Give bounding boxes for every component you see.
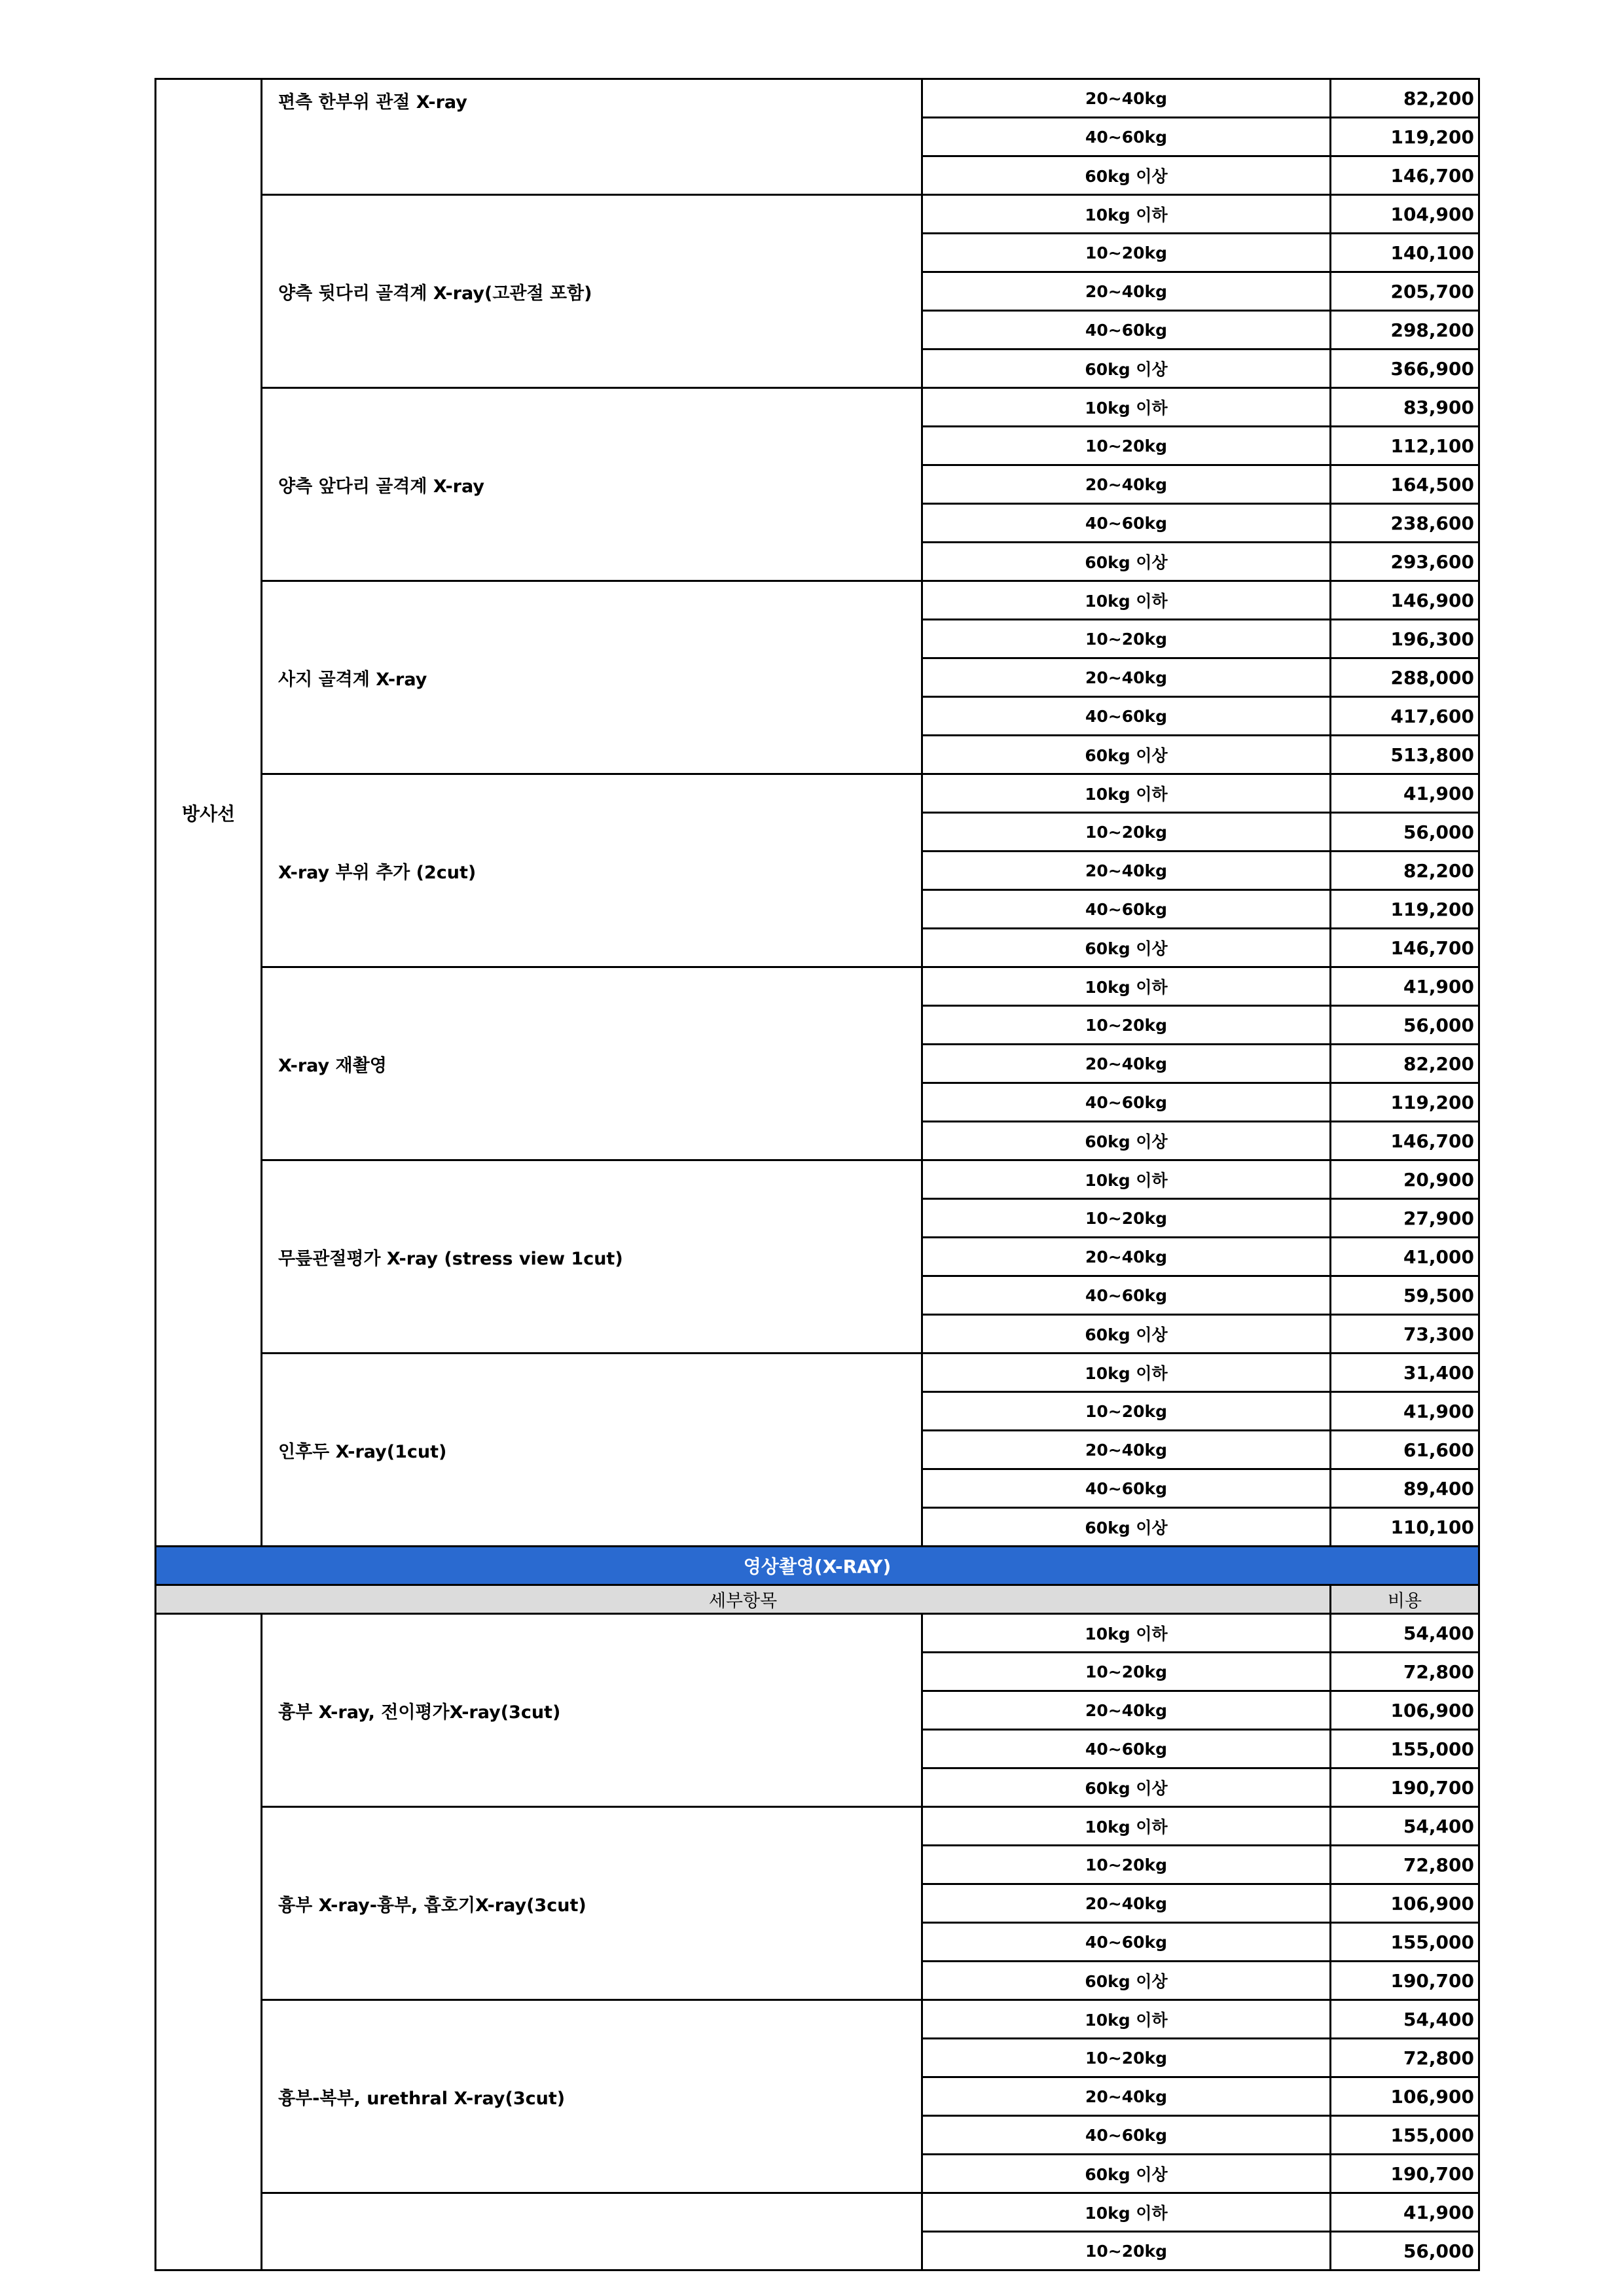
price-value: 190,700 — [1331, 1962, 1479, 2000]
section-title: 영상촬영(X-RAY) — [156, 1547, 1479, 1585]
item-name: 양측 앞다리 골격계 X-ray — [262, 388, 922, 581]
price-value: 110,100 — [1331, 1508, 1479, 1547]
price-value: 41,900 — [1331, 774, 1479, 813]
price-value: 56,000 — [1331, 2232, 1479, 2270]
price-value: 59,500 — [1331, 1276, 1479, 1315]
column-header-item: 세부항목 — [156, 1585, 1331, 1614]
price-sheet — [154, 78, 1478, 2271]
price-value: 20,900 — [1331, 1160, 1479, 1199]
price-table — [154, 78, 1480, 2271]
price-value: 41,900 — [1331, 1392, 1479, 1431]
price-value: 54,400 — [1331, 2000, 1479, 2039]
weight-range: 20~40kg — [922, 465, 1331, 504]
table-row — [156, 1354, 1479, 1392]
price-value: 104,900 — [1331, 195, 1479, 234]
price-value: 155,000 — [1331, 1923, 1479, 1962]
weight-range: 10kg 이하 — [922, 1354, 1331, 1392]
weight-range: 60kg 이상 — [922, 1122, 1331, 1160]
table-row — [156, 388, 1479, 427]
weight-range: 10kg 이하 — [922, 388, 1331, 427]
weight-range: 10kg 이하 — [922, 581, 1331, 620]
table-row — [156, 967, 1479, 1006]
price-value: 72,800 — [1331, 1846, 1479, 1884]
weight-range: 10~20kg — [922, 1846, 1331, 1884]
price-value: 72,800 — [1331, 2039, 1479, 2077]
weight-range: 10~20kg — [922, 1653, 1331, 1691]
weight-range: 40~60kg — [922, 890, 1331, 929]
weight-range: 10kg 이하 — [922, 774, 1331, 813]
price-value: 83,900 — [1331, 388, 1479, 427]
price-value: 82,200 — [1331, 79, 1479, 118]
weight-range: 10~20kg — [922, 2039, 1331, 2077]
weight-range: 10kg 이하 — [922, 195, 1331, 234]
price-value: 417,600 — [1331, 697, 1479, 736]
weight-range: 20~40kg — [922, 1691, 1331, 1730]
item-name: 무릎관절평가 X-ray (stress view 1cut) — [262, 1160, 922, 1354]
price-value: 190,700 — [1331, 1768, 1479, 1807]
price-value: 106,900 — [1331, 1691, 1479, 1730]
price-value: 106,900 — [1331, 1884, 1479, 1923]
weight-range: 10kg 이하 — [922, 2193, 1331, 2232]
price-value: 155,000 — [1331, 1730, 1479, 1768]
weight-range: 20~40kg — [922, 1045, 1331, 1083]
weight-range: 40~60kg — [922, 1730, 1331, 1768]
price-value: 112,100 — [1331, 427, 1479, 465]
item-name: X-ray 재촬영 — [262, 967, 922, 1160]
weight-range: 40~60kg — [922, 311, 1331, 350]
table-row — [156, 774, 1479, 813]
price-value: 146,700 — [1331, 156, 1479, 195]
price-value: 238,600 — [1331, 504, 1479, 543]
weight-range: 60kg 이상 — [922, 350, 1331, 388]
column-header-row — [156, 1585, 1479, 1614]
weight-range: 40~60kg — [922, 118, 1331, 156]
weight-range: 20~40kg — [922, 2077, 1331, 2116]
section-header-row — [156, 1547, 1479, 1585]
item-name: 사지 골격계 X-ray — [262, 581, 922, 774]
weight-range: 40~60kg — [922, 2116, 1331, 2155]
price-value: 41,900 — [1331, 967, 1479, 1006]
weight-range: 10kg 이하 — [922, 1807, 1331, 1846]
price-value: 73,300 — [1331, 1315, 1479, 1354]
table-row — [156, 2193, 1479, 2232]
price-value: 205,700 — [1331, 272, 1479, 311]
weight-range: 40~60kg — [922, 697, 1331, 736]
weight-range: 60kg 이상 — [922, 1768, 1331, 1807]
price-value: 140,100 — [1331, 234, 1479, 272]
weight-range: 60kg 이상 — [922, 1962, 1331, 2000]
weight-range: 40~60kg — [922, 504, 1331, 543]
table-row — [156, 1614, 1479, 1653]
item-name: 편측 한부위 관절 X-ray — [262, 79, 922, 195]
price-value: 54,400 — [1331, 1807, 1479, 1846]
price-value: 293,600 — [1331, 543, 1479, 581]
price-value: 146,700 — [1331, 1122, 1479, 1160]
price-value: 61,600 — [1331, 1431, 1479, 1469]
weight-range: 20~40kg — [922, 658, 1331, 697]
weight-range: 10~20kg — [922, 1392, 1331, 1431]
weight-range: 20~40kg — [922, 852, 1331, 890]
table-row — [156, 581, 1479, 620]
weight-range: 40~60kg — [922, 1276, 1331, 1315]
price-value: 119,200 — [1331, 1083, 1479, 1122]
weight-range: 10~20kg — [922, 620, 1331, 658]
item-name — [262, 2193, 922, 2270]
weight-range: 60kg 이상 — [922, 543, 1331, 581]
price-value: 82,200 — [1331, 1045, 1479, 1083]
price-value: 288,000 — [1331, 658, 1479, 697]
weight-range: 10kg 이하 — [922, 1160, 1331, 1199]
price-value: 164,500 — [1331, 465, 1479, 504]
weight-range: 10~20kg — [922, 234, 1331, 272]
weight-range: 20~40kg — [922, 1884, 1331, 1923]
weight-range: 60kg 이상 — [922, 1315, 1331, 1354]
weight-range: 10~20kg — [922, 813, 1331, 852]
price-value: 155,000 — [1331, 2116, 1479, 2155]
price-value: 119,200 — [1331, 118, 1479, 156]
table-row — [156, 195, 1479, 234]
item-name: 흉부 X-ray, 전이평가X-ray(3cut) — [262, 1614, 922, 1807]
price-value: 41,900 — [1331, 2193, 1479, 2232]
weight-range: 10kg 이하 — [922, 967, 1331, 1006]
price-value: 27,900 — [1331, 1199, 1479, 1238]
column-header-cost: 비용 — [1331, 1585, 1479, 1614]
weight-range: 20~40kg — [922, 1238, 1331, 1276]
price-value: 513,800 — [1331, 736, 1479, 774]
price-value: 56,000 — [1331, 813, 1479, 852]
weight-range: 10kg 이하 — [922, 1614, 1331, 1653]
weight-range: 10~20kg — [922, 2232, 1331, 2270]
price-value: 54,400 — [1331, 1614, 1479, 1653]
weight-range: 10~20kg — [922, 427, 1331, 465]
price-value: 89,400 — [1331, 1469, 1479, 1508]
price-value: 146,900 — [1331, 581, 1479, 620]
weight-range: 20~40kg — [922, 1431, 1331, 1469]
weight-range: 40~60kg — [922, 1083, 1331, 1122]
weight-range: 60kg 이상 — [922, 156, 1331, 195]
item-name: X-ray 부위 추가 (2cut) — [262, 774, 922, 967]
price-value: 31,400 — [1331, 1354, 1479, 1392]
section-category-label — [156, 1614, 262, 2270]
price-value: 106,900 — [1331, 2077, 1479, 2116]
category-label: 방사선 — [156, 79, 262, 1547]
weight-range: 60kg 이상 — [922, 736, 1331, 774]
price-value: 366,900 — [1331, 350, 1479, 388]
table-row — [156, 79, 1479, 118]
weight-range: 60kg 이상 — [922, 2155, 1331, 2193]
price-value: 298,200 — [1331, 311, 1479, 350]
weight-range: 60kg 이상 — [922, 929, 1331, 967]
item-name: 흉부 X-ray-흉부, 흡호기X-ray(3cut) — [262, 1807, 922, 2000]
weight-range: 10~20kg — [922, 1006, 1331, 1045]
weight-range: 40~60kg — [922, 1923, 1331, 1962]
weight-range: 20~40kg — [922, 79, 1331, 118]
item-name: 흉부-복부, urethral X-ray(3cut) — [262, 2000, 922, 2193]
price-value: 146,700 — [1331, 929, 1479, 967]
price-value: 196,300 — [1331, 620, 1479, 658]
table-row — [156, 1807, 1479, 1846]
table-row — [156, 1160, 1479, 1199]
weight-range: 20~40kg — [922, 272, 1331, 311]
table-row — [156, 2000, 1479, 2039]
price-value: 56,000 — [1331, 1006, 1479, 1045]
price-value: 190,700 — [1331, 2155, 1479, 2193]
price-value: 119,200 — [1331, 890, 1479, 929]
weight-range: 60kg 이상 — [922, 1508, 1331, 1547]
price-value: 41,000 — [1331, 1238, 1479, 1276]
price-value: 72,800 — [1331, 1653, 1479, 1691]
price-value: 82,200 — [1331, 852, 1479, 890]
weight-range: 10kg 이하 — [922, 2000, 1331, 2039]
item-name: 인후두 X-ray(1cut) — [262, 1354, 922, 1547]
weight-range: 40~60kg — [922, 1469, 1331, 1508]
item-name: 양측 뒷다리 골격계 X-ray(고관절 포함) — [262, 195, 922, 388]
weight-range: 10~20kg — [922, 1199, 1331, 1238]
